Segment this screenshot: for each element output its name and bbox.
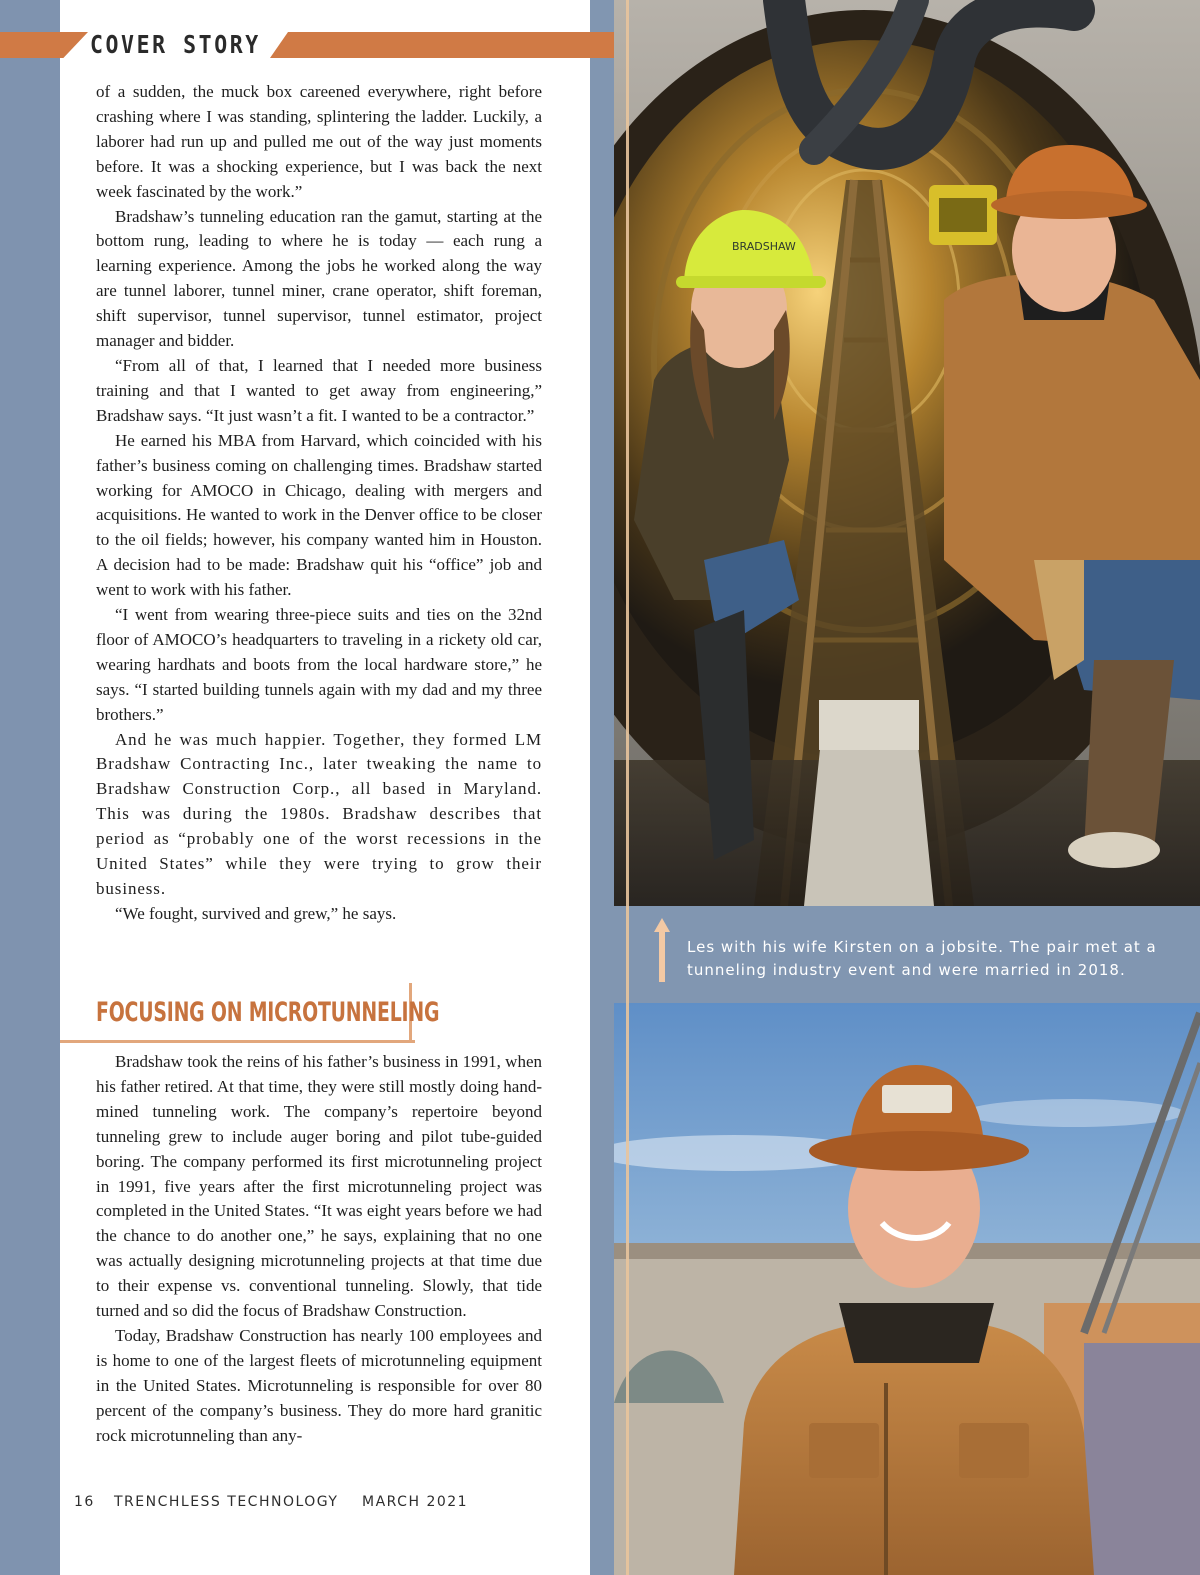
photo-caption: Les with his wife Kirsten on a jobsite. The pair met at a tunneling industry event and were married in 2018.: [687, 938, 1157, 979]
publication-name: TRENCHLESS TECHNOLOGY: [114, 1494, 339, 1510]
hardhat-text: BRADSHAW: [732, 240, 796, 253]
tunnel-couple-photo: [614, 0, 1200, 906]
article-body-top: [96, 80, 542, 927]
article-paragraph: “We fought, survived and grew,” he says.: [115, 903, 397, 923]
photo-frame-rule: [626, 0, 629, 1575]
article-paragraph: of a sudden, the muck box careened everywhere, right before crashing where I was standing, splintering the ladder. Luckily, a laborer had run up and pulled me out of the way just moments before. It was a shocking experience, but I was back the next week fascinated by the work.”: [96, 82, 542, 201]
left-margin-strip: [0, 0, 60, 1575]
article-paragraph: And he was much happier. Together, they formed LM Bradshaw Contracting Inc., later tweaking the name to Bradshaw Construction Corp., all based in Maryland. This was during the 1980s. Bradshaw describes that period as “probably one of the worst recessions in the United States” while they were trying to grow their business.: [96, 729, 542, 898]
caption-arrow-icon: [654, 918, 670, 982]
page-number: 16: [74, 1494, 95, 1510]
article-paragraph: “I went from wearing three-piece suits and ties on the 32nd floor of AMOCO’s headquarters to traveling in a rickety old car, wearing hardhats and boots from the local hardware store,” he says. “I started building tunnels again with my dad and my three brothers.”: [96, 605, 542, 724]
article-paragraph: “From all of that, I learned that I needed more business training and that I wanted to get away from engineering,” Bradshaw says. “It just wasn’t a fit. I wanted to be a contractor.”: [96, 355, 542, 425]
column-gutter: [590, 0, 614, 1575]
section-title: COVER STORY: [90, 30, 261, 59]
section-subheading: [60, 983, 440, 1041]
article-paragraph: He earned his MBA from Harvard, which coincided with his father’s business coming on challenging times. Bradshaw started working for AMOCO in Chicago, dealing with mergers and acquisitions. He wanted to work in the Denver office to be closer to the oil fields; however, his company wanted him in Houston. A decision had to be made: Bradshaw quit his “office” job and went to work with his father.: [96, 430, 542, 600]
issue-date: MARCH 2021: [362, 1494, 469, 1510]
article-paragraph: Today, Bradshaw Construction has nearly 100 employees and is home to one of the largest fleets of microtunneling equipment in the United States. Microtunneling is responsible for over 80 percent of the company’s business. They do more hard granitic rock microtunneling than any-: [96, 1325, 542, 1445]
article-paragraph: Bradshaw’s tunneling education ran the gamut, starting at the bottom rung, leading to where he is today — each rung a learning experience. Among the jobs he worked along the way are tunnel laborer, tunnel miner, crane operator, shift foreman, shift supervisor, tunnel supervisor, tunnel estimator, project manager and bidder.: [96, 206, 542, 351]
subheading-rule-horizontal: [60, 1040, 415, 1043]
article-paragraph: Bradshaw took the reins of his father’s business in 1991, when his father retired. At that time, they were still mostly doing hand-mined tunneling work. The company’s repertoire beyond tunneling grew to include auger boring and pilot tube-guided boring. The company performed its first microtunneling project in 1991, five years after the first microtunneling project was completed in the United States. “It was eight years before we had the chance to do another one,” he says, explaining that no one was actually designing microtunneling projects at that time due to their expense vs. conventional tunneling. Slowly, that tide turned and so did the focus of Bradshaw Construction.: [96, 1052, 542, 1321]
subheading-text: FOCUSING ON MICROTUNNELING: [96, 997, 440, 1028]
article-body-bottom: [96, 1050, 542, 1449]
portrait-photo: [614, 1003, 1200, 1575]
